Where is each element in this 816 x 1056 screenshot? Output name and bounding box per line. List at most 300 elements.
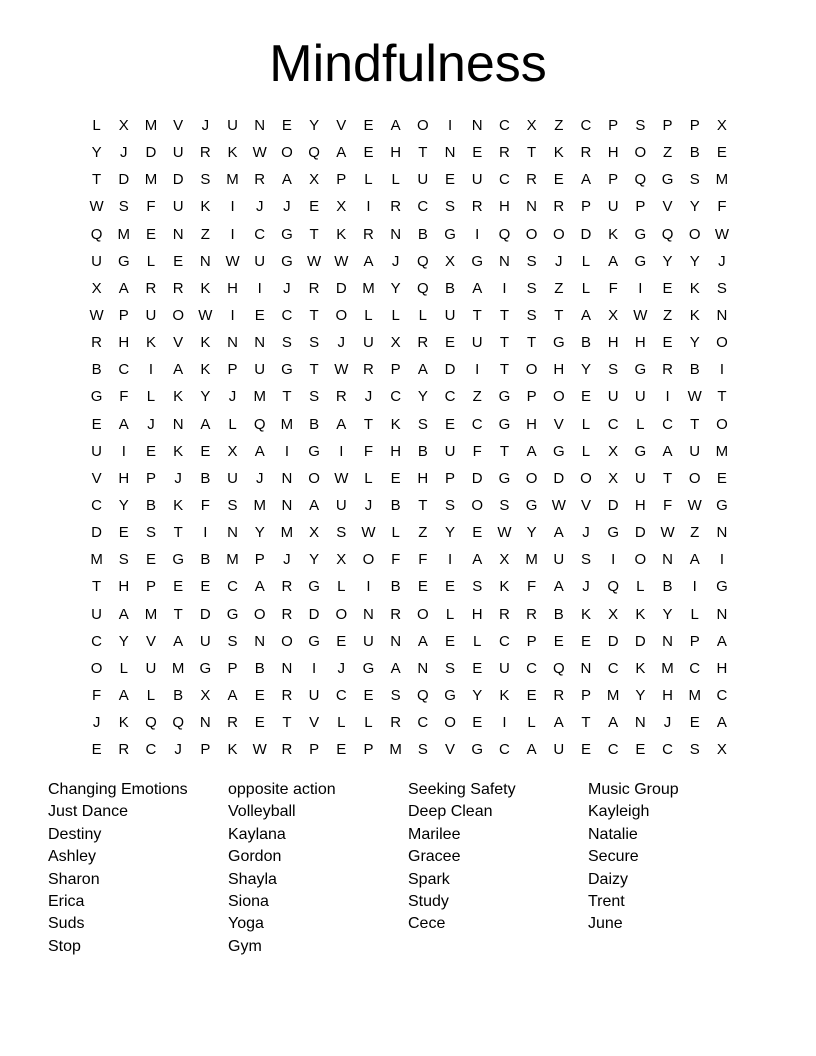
grid-letter: S [309, 388, 320, 406]
grid-letter: V [662, 198, 673, 216]
grid-letter: N [254, 117, 266, 134]
grid-letter: H [526, 415, 538, 433]
grid-letter: H [716, 659, 728, 677]
grid-letter: A [254, 442, 265, 460]
grid-letter: R [172, 279, 184, 297]
grid-letter: V [445, 741, 456, 759]
grid-letter: U [444, 442, 456, 460]
grid-letter: B [200, 469, 211, 487]
grid-letter: P [580, 686, 591, 704]
grid-letter: G [444, 225, 456, 243]
grid-letter: X [716, 117, 727, 134]
grid-letter: M [144, 171, 158, 189]
word-list-item: Daizy [588, 870, 629, 888]
grid-letter: B [417, 442, 428, 460]
word-list-item: Destiny [48, 825, 102, 843]
grid-letter: O [634, 144, 647, 162]
grid-letter: I [719, 361, 724, 379]
grid-letter: X [309, 171, 320, 189]
word-list-item: Study [408, 892, 449, 910]
grid-letter: K [499, 686, 510, 704]
grid-letter: E [173, 578, 184, 596]
grid-letter: Q [308, 144, 320, 162]
word-column [408, 779, 588, 958]
grid-letter: D [145, 144, 157, 162]
grid-letter: Q [661, 225, 674, 243]
grid-letter: Y [118, 496, 129, 514]
grid-letter: R [281, 686, 293, 704]
grid-letter: K [173, 388, 184, 406]
grid-letter: M [389, 741, 402, 759]
grid-letter: G [308, 578, 320, 596]
word-list-item: Deep Clean [408, 803, 493, 821]
grid-letter: J [337, 334, 346, 352]
grid-letter: O [335, 306, 348, 324]
grid-letter: K [118, 714, 129, 732]
grid-letter: B [580, 334, 591, 352]
grid-letter: Q [172, 714, 184, 732]
grid-letter: A [662, 442, 673, 460]
grid-letter: J [255, 469, 264, 487]
grid-letter: R [553, 686, 565, 704]
grid-letter: O [634, 551, 647, 569]
grid-letter: P [390, 361, 401, 379]
grid-letter: F [119, 388, 129, 406]
grid-letter: Q [417, 252, 429, 270]
grid-letter: D [118, 171, 130, 189]
grid-letter: C [607, 741, 619, 759]
word-list-item: Suds [48, 915, 85, 933]
grid-letter: E [472, 714, 483, 732]
grid-letter: J [337, 659, 346, 677]
grid-letter: W [252, 741, 267, 759]
grid-letter: L [418, 306, 428, 324]
grid-letter: G [607, 524, 619, 542]
grid-letter: C [498, 117, 510, 134]
grid-letter: B [445, 279, 456, 297]
grid-letter: A [526, 442, 537, 460]
grid-letter: G [362, 659, 375, 677]
grid-letter: R [145, 279, 157, 297]
grid-letter: C [444, 388, 456, 406]
grid-letter: K [635, 659, 646, 677]
grid-letter: W [551, 496, 566, 514]
grid-letter: P [145, 469, 156, 487]
grid-letter: G [552, 334, 565, 352]
grid-letter: O [525, 361, 538, 379]
grid-letter: U [199, 632, 211, 650]
grid-letter: G [281, 361, 293, 379]
grid-letter: A [553, 578, 564, 596]
grid-letter: U [91, 442, 103, 460]
grid-letter: W [89, 198, 104, 216]
grid-letter: L [337, 714, 346, 732]
grid-letter: E [580, 632, 591, 650]
grid-letter: A [417, 632, 428, 650]
grid-letter: R [363, 361, 374, 379]
grid-letter: S [336, 524, 347, 542]
grid-letter: A [200, 415, 211, 433]
grid-letter: M [688, 686, 701, 704]
grid-letter: U [444, 306, 456, 324]
grid-letter: M [144, 117, 158, 134]
grid-letter: T [662, 469, 673, 487]
grid-letter: M [715, 171, 729, 189]
grid-letter: J [582, 524, 590, 542]
grid-letter: K [200, 198, 211, 216]
grid-letter: O [552, 225, 565, 243]
grid-letter: C [526, 659, 538, 677]
grid-letter: G [552, 442, 565, 460]
grid-letter: I [366, 578, 371, 596]
grid-letter: F [717, 198, 727, 216]
grid-letter: G [634, 252, 647, 270]
word-list-item: Erica [48, 892, 85, 910]
grid-letter: A [118, 279, 129, 297]
grid-letter: N [363, 605, 374, 623]
grid-letter: S [689, 171, 700, 189]
grid-letter: R [91, 334, 103, 352]
grid-letter: T [173, 524, 183, 542]
grid-letter: L [119, 659, 128, 677]
grid-letter: E [445, 334, 456, 352]
grid-letter: G [172, 551, 184, 569]
grid-letter: E [526, 686, 537, 704]
grid-letter: B [689, 361, 700, 379]
grid-letter: Y [689, 198, 700, 216]
grid-letter: N [254, 334, 266, 352]
grid-letter: E [662, 279, 673, 297]
grid-letter: O [417, 117, 429, 134]
grid-letter: C [281, 306, 293, 324]
grid-letter: C [498, 741, 510, 759]
grid-letter: E [91, 741, 102, 759]
grid-letter: V [309, 714, 320, 732]
grid-letter: K [227, 144, 238, 162]
grid-letter: Y [309, 551, 320, 569]
grid-letter: H [118, 578, 130, 596]
grid-letter: N [227, 334, 238, 352]
grid-letter: D [634, 632, 646, 650]
grid-letter: R [199, 144, 211, 162]
grid-letter: U [553, 551, 565, 569]
grid-letter: U [363, 334, 374, 352]
grid-letter: T [690, 415, 700, 433]
word-list-item: June [588, 915, 623, 933]
grid-letter: W [361, 524, 376, 542]
grid-letter: E [254, 686, 265, 704]
grid-letter: E [200, 578, 211, 596]
grid-letter: L [146, 252, 156, 270]
grid-letter: T [92, 578, 102, 596]
grid-letter: C [716, 686, 728, 704]
grid-letter: T [92, 171, 102, 189]
grid-letter: E [254, 714, 265, 732]
grid-letter: N [716, 306, 728, 324]
grid-letter: J [364, 388, 373, 406]
grid-letter: Q [253, 415, 266, 433]
grid-letter: R [390, 198, 402, 216]
grid-letter: S [635, 117, 646, 134]
grid-letter: D [172, 171, 184, 189]
grid-letter: U [498, 659, 510, 677]
grid-letter: U [634, 388, 646, 406]
grid-letter: L [391, 524, 400, 542]
grid-letter: S [689, 741, 700, 759]
grid-letter: E [445, 632, 456, 650]
grid-letter: C [417, 198, 429, 216]
grid-letter: F [418, 551, 428, 569]
grid-letter: X [716, 741, 727, 759]
grid-letter: A [608, 714, 619, 732]
grid-letter: A [553, 714, 564, 732]
grid-letter: X [336, 551, 347, 569]
grid-letter: C [254, 225, 266, 243]
grid-letter: L [527, 714, 536, 732]
word-list-item: Siona [228, 892, 269, 910]
grid-letter: J [120, 144, 128, 162]
grid-letter: T [527, 334, 537, 352]
grid-letter: X [608, 605, 619, 623]
grid-letter: K [200, 361, 211, 379]
grid-letter: G [634, 225, 647, 243]
grid-letter: O [552, 388, 565, 406]
grid-letter: Z [690, 524, 700, 542]
grid-letter: L [391, 306, 400, 324]
grid-letter: D [471, 469, 483, 487]
grid-letter: O [308, 469, 320, 487]
grid-letter: R [254, 171, 266, 189]
grid-letter: N [199, 252, 211, 270]
grid-letter: E [716, 144, 727, 162]
grid-letter: L [364, 171, 373, 189]
grid-letter: A [608, 252, 619, 270]
grid-letter: X [608, 442, 619, 460]
grid-letter: S [716, 279, 727, 297]
grid-letter: A [390, 117, 401, 134]
grid-letter: E [553, 171, 564, 189]
grid-letter: E [553, 632, 564, 650]
grid-letter: Z [200, 225, 210, 243]
grid-letter: T [309, 306, 319, 324]
grid-letter: L [445, 605, 455, 623]
grid-letter: L [364, 469, 373, 487]
grid-letter: S [118, 551, 129, 569]
grid-letter: T [282, 714, 292, 732]
grid-letter: C [417, 714, 429, 732]
grid-letter: G [498, 415, 511, 433]
grid-letter: R [363, 225, 374, 243]
grid-letter: X [608, 469, 619, 487]
grid-letter: I [502, 714, 507, 732]
grid-letter: P [145, 578, 156, 596]
grid-letter: J [391, 252, 400, 270]
grid-letter: A [689, 551, 700, 569]
grid-letter: L [364, 714, 373, 732]
grid-letter: Z [418, 524, 428, 542]
grid-letter: I [230, 306, 235, 324]
grid-letter: Q [607, 578, 619, 596]
grid-letter: A [118, 415, 129, 433]
grid-letter: G [471, 741, 484, 759]
grid-letter: R [227, 714, 238, 732]
grid-letter: B [145, 496, 156, 514]
grid-letter: G [444, 686, 456, 704]
grid-letter: M [90, 551, 103, 569]
grid-letter: X [118, 117, 129, 134]
grid-letter: U [227, 469, 238, 487]
grid-letter: A [526, 741, 537, 759]
grid-letter: L [146, 686, 156, 704]
grid-letter: S [526, 252, 537, 270]
grid-letter: K [390, 415, 401, 433]
word-list-item: Gracee [408, 848, 461, 866]
grid-letter: N [634, 714, 646, 732]
grid-letter: I [665, 388, 670, 406]
grid-letter: B [390, 496, 401, 514]
grid-letter: V [336, 117, 347, 134]
grid-letter: C [607, 659, 619, 677]
grid-letter: J [283, 279, 291, 297]
word-list-item: Kayleigh [588, 803, 650, 821]
grid-letter: Y [417, 388, 428, 406]
grid-letter: K [689, 279, 700, 297]
grid-letter: R [526, 171, 538, 189]
word-list-item: Sharon [48, 870, 100, 888]
grid-letter: Y [200, 388, 211, 406]
grid-letter: K [553, 144, 564, 162]
grid-letter: E [200, 442, 211, 460]
grid-letter: C [689, 659, 701, 677]
grid-letter: O [580, 469, 592, 487]
grid-letter: T [554, 306, 564, 324]
grid-letter: R [553, 198, 565, 216]
grid-letter: V [145, 632, 156, 650]
grid-letter: E [445, 171, 456, 189]
grid-letter: N [281, 659, 293, 677]
grid-letter: D [607, 496, 619, 514]
grid-letter: N [471, 117, 483, 134]
grid-letter: W [307, 252, 322, 270]
grid-letter: B [662, 578, 673, 596]
word-list-item: Yoga [228, 915, 264, 933]
grid-letter: Y [526, 524, 537, 542]
grid-letter: P [118, 306, 129, 324]
grid-letter: Y [662, 605, 673, 623]
grid-letter: P [227, 361, 238, 379]
grid-letter: N [662, 551, 673, 569]
grid-letter: L [337, 578, 346, 596]
grid-letter: T [581, 714, 591, 732]
grid-letter: L [92, 117, 101, 134]
grid-letter: P [635, 198, 646, 216]
word-list-item: Changing Emotions [48, 781, 188, 798]
grid-letter: T [499, 334, 509, 352]
grid-letter: I [121, 442, 126, 460]
grid-letter: R [281, 578, 293, 596]
grid-letter: N [716, 524, 728, 542]
grid-letter: U [471, 171, 483, 189]
grid-letter: Y [689, 334, 700, 352]
grid-letter: W [334, 361, 349, 379]
word-list-item: opposite action [228, 781, 336, 798]
grid-letter: B [417, 225, 428, 243]
grid-letter: G [661, 171, 674, 189]
letter-grid [83, 112, 736, 763]
grid-letter: W [252, 144, 267, 162]
grid-letter: V [173, 117, 184, 134]
grid-letter: G [634, 442, 647, 460]
grid-letter: O [444, 714, 456, 732]
grid-letter: B [553, 605, 564, 623]
grid-letter: R [471, 198, 483, 216]
grid-letter: S [227, 632, 238, 650]
grid-letter: S [390, 686, 401, 704]
grid-letter: N [281, 469, 293, 487]
grid-letter: M [253, 496, 266, 514]
grid-letter: E [145, 225, 156, 243]
grid-letter: K [173, 442, 184, 460]
grid-letter: L [473, 632, 482, 650]
grid-letter: S [417, 741, 428, 759]
grid-letter: Z [472, 388, 482, 406]
grid-letter: I [502, 279, 507, 297]
grid-letter: C [91, 496, 103, 514]
grid-letter: O [471, 496, 484, 514]
grid-letter: J [92, 714, 101, 732]
grid-letter: L [391, 171, 400, 189]
grid-letter: A [309, 496, 320, 514]
grid-letter: A [580, 306, 591, 324]
grid-letter: A [716, 714, 727, 732]
grid-letter: E [309, 198, 320, 216]
grid-letter: P [309, 741, 320, 759]
grid-letter: V [173, 334, 184, 352]
grid-letter: G [525, 496, 538, 514]
grid-letter: A [580, 171, 591, 189]
grid-letter: C [498, 171, 510, 189]
grid-letter: E [472, 524, 483, 542]
grid-letter: N [580, 659, 592, 677]
grid-letter: F [200, 496, 210, 514]
grid-letter: I [366, 198, 371, 216]
grid-letter: I [638, 279, 643, 297]
grid-letter: P [608, 171, 619, 189]
grid-letter: Q [634, 171, 647, 189]
grid-letter: B [200, 551, 211, 569]
grid-letter: T [499, 306, 509, 324]
grid-letter: H [390, 442, 402, 460]
grid-letter: E [635, 741, 646, 759]
grid-letter: G [90, 388, 103, 406]
grid-letter: A [716, 632, 727, 650]
grid-letter: F [146, 198, 156, 216]
grid-letter: S [608, 361, 619, 379]
grid-letter: Q [145, 714, 157, 732]
grid-letter: A [254, 578, 265, 596]
grid-letter: E [173, 252, 184, 270]
grid-letter: I [339, 442, 344, 460]
word-list-item: Ashley [48, 848, 97, 866]
grid-letter: H [417, 469, 429, 487]
grid-letter: Y [635, 686, 646, 704]
grid-letter: T [472, 306, 482, 324]
grid-letter: M [280, 415, 294, 433]
grid-letter: V [580, 496, 591, 514]
grid-letter: D [335, 279, 347, 297]
grid-letter: J [555, 252, 563, 270]
grid-letter: E [145, 442, 156, 460]
